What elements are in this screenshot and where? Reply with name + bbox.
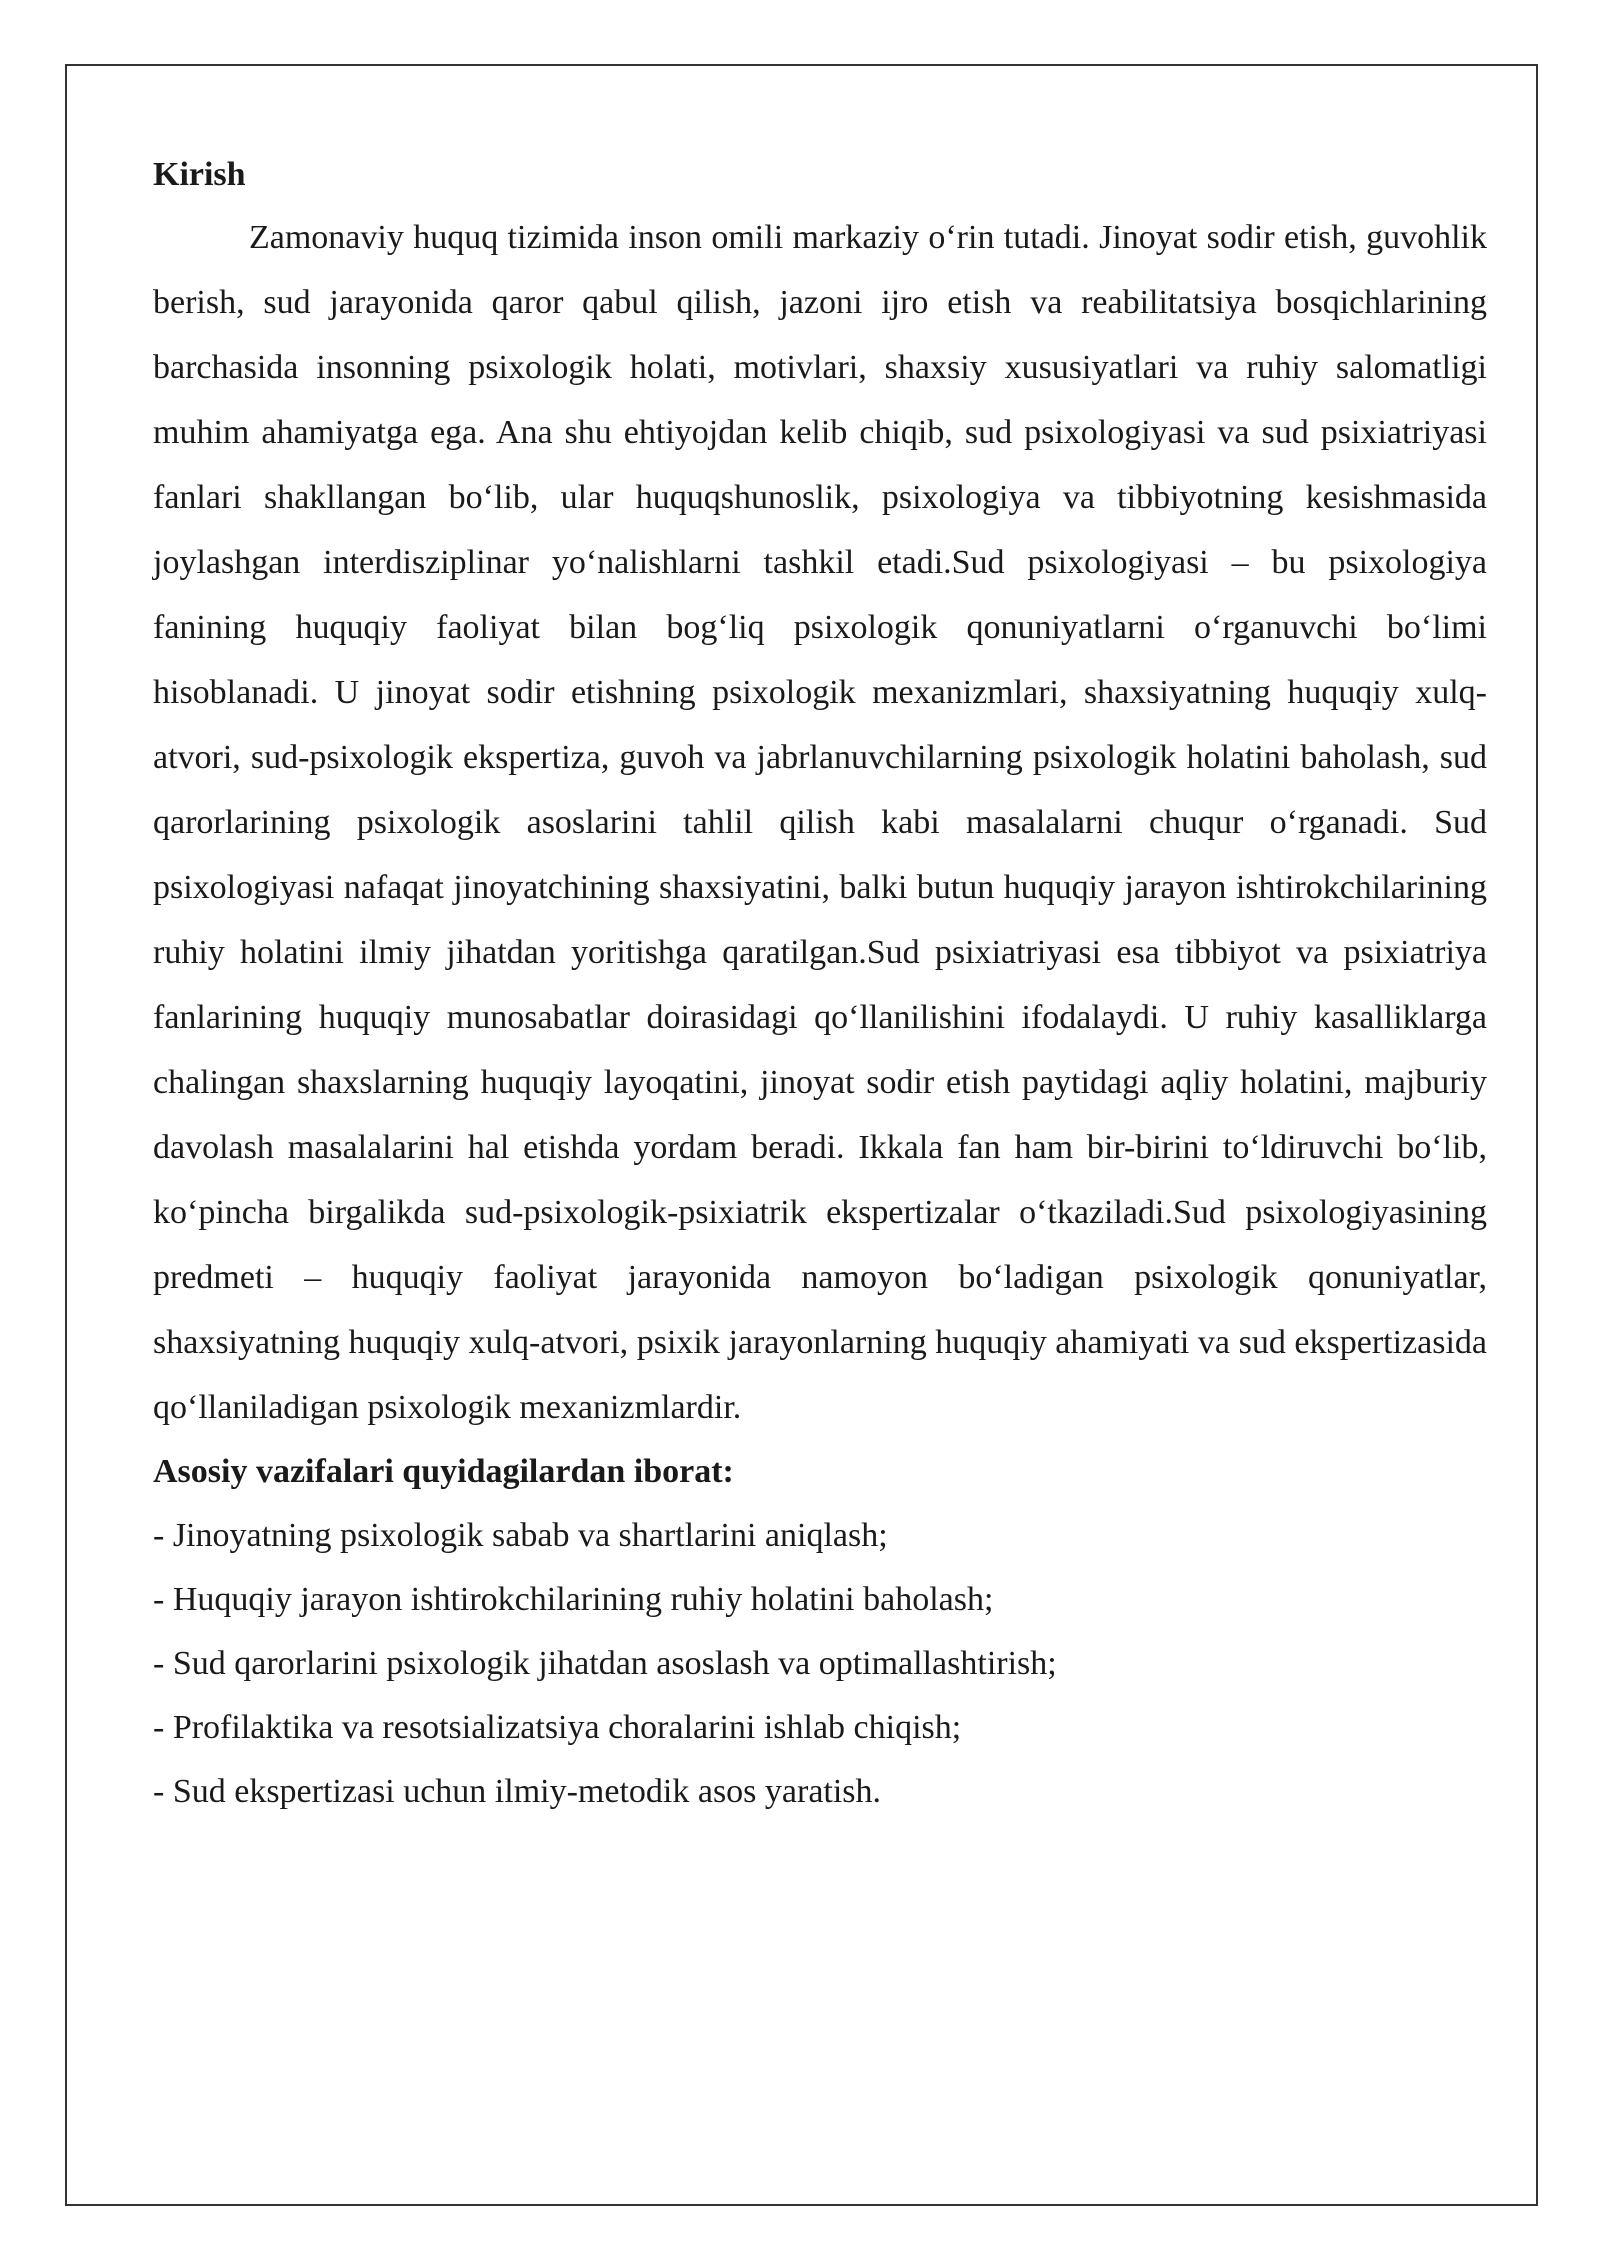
list-item: - Sud ekspertizasi uchun ilmiy-metodik asos yaratish. <box>153 1773 882 1810</box>
list-item: - Sud qarorlarini psixologik jihatdan asoslash va optimallashtirish; <box>153 1645 1057 1682</box>
section-heading: Kirish <box>153 156 246 193</box>
list-item: - Huquqiy jarayon ishtirokchilarining ruhiy holatini baholash; <box>153 1581 994 1618</box>
tasks-list <box>153 1504 1487 1824</box>
document-body <box>153 145 1487 1824</box>
tasks-heading: Asosiy vazifalari quyidagilardan iborat: <box>153 1453 734 1490</box>
list-item: - Profilaktika va resotsializatsiya choralarini ishlab chiqish; <box>153 1709 962 1746</box>
intro-paragraph: Zamonaviy huquq tizimida inson omili markaziy o‘rin tutadi. Jinoyat sodir etish, guvohlik berish, sud jarayonida qaror qabul qilish, jazoni ijro etish va reabilitatsiya bosqichlarining barchasida insonning psixologik holati, motivlari, shaxsiy xususiyatlari va ruhiy salomatligi muhim ahamiyatga ega. Ana shu ehtiyojdan kelib chiqib, sud psixologiyasi va sud psixiatriyasi fanlari shakllangan bo‘lib, ular huquqshunoslik, psixologiya va tibbiyotning kesishmasida joylashgan interdisziplinar yo‘nalishlarni tashkil etadi.Sud psixologiyasi – bu psixologiya fanining huquqiy faoliyat bilan bog‘liq psixologik qonuniyatlarni o‘rganuvchi bo‘limi hisoblanadi. U jinoyat sodir etishning psixologik mexanizmlari, shaxsiyatning huquqiy xulq-atvori, sud-psixologik ekspertiza, guvoh va jabrlanuvchilarning psixologik holatini baholash, sud qarorlarining psixologik asoslarini tahlil qilish kabi masalalarni chuqur o‘rganadi. Sud psixologiyasi nafaqat jinoyatchining shaxsiyatini, balki butun huquqiy jarayon ishtirokchilarining ruhiy holatini ilmiy jihatdan yoritishga qaratilgan.Sud psixiatriyasi esa tibbiyot va psixiatriya fanlarining huquqiy munosabatlar doirasidagi qo‘llanilishini ifodalaydi. U ruhiy kasalliklarga chalingan shaxslarning huquqiy layoqatini, jinoyat sodir etish paytidagi aqliy holatini, majburiy davolash masalalarini hal etishda yordam beradi. Ikkala fan ham bir-birini to‘ldiruvchi bo‘lib, ko‘pincha birgalikda sud-psixologik-psixiatrik ekspertizalar o‘tkaziladi.Sud psixologiyasining predmeti – huquqiy faoliyat jarayonida namoyon bo‘ladigan psixologik qonuniyatlar, shaxsiyatning huquqiy xulq-atvori, psixik jarayonlarning huquqiy ahamiyati va sud ekspertizasida qo‘llaniladigan psixologik mexanizmlardir. <box>153 219 1487 1426</box>
list-item: - Jinoyatning psixologik sabab va shartlarini aniqlash; <box>153 1517 888 1554</box>
